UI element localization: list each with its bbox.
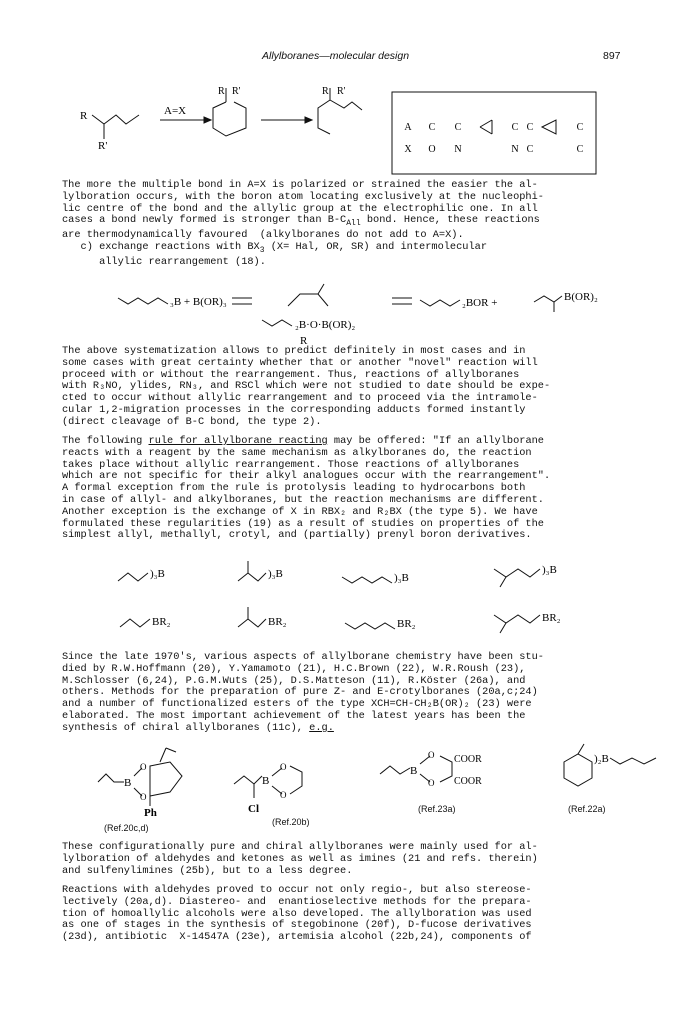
b-atom-3: B (410, 765, 418, 777)
svg-text:C: C (428, 122, 436, 133)
scheme1-r: R (80, 110, 88, 122)
methallyl-br2: BR₂ (268, 616, 287, 628)
svg-text:O: O (140, 762, 147, 772)
b-atom-1: B (124, 777, 132, 789)
svg-text:O: O (428, 750, 435, 760)
ref-20b: (Ref.20b) (272, 817, 310, 827)
ref-20cd: (Ref.20c,d) (104, 823, 149, 833)
svg-text:O: O (428, 144, 436, 155)
page-number: 897 (603, 50, 621, 62)
svg-text:C: C (576, 144, 584, 155)
allyl-br2: BR₂ (152, 616, 171, 628)
svg-text:A: A (404, 122, 412, 133)
scheme2-middle: ₂B·O·B(OR)₂ (295, 319, 356, 331)
ref-23a: (Ref.23a) (418, 804, 456, 814)
methallyl-borane: )₃B (268, 568, 283, 580)
svg-text:C: C (576, 122, 584, 133)
b-atom-2: B (262, 775, 270, 787)
allyl-borane: )₃B (150, 568, 165, 580)
cl-label: Cl (248, 803, 259, 815)
paragraph-2: The above systematization allows to predict definitely in most cases and in some cases with great certainty whether that or another "novel" reaction will proceed with or without the rearrangement. Thus, reactions of allylboranes with R₃NO, ylides, RN₃, and RSCl which were not studied to date should be expe- cted to occur without allylic rearrangement and to proceed via the intramole- cular 1,2-migration processes in the corresponding adducts formed instantly (direct cleavage of B-C bond, the type 2). (62, 345, 551, 428)
svg-text:O: O (280, 762, 287, 772)
eg-underline: e.g. (309, 721, 334, 734)
scheme2-far-right: B(OR)₂ (564, 291, 598, 303)
svg-text:C: C (454, 122, 462, 133)
scheme1-reagent: A=X (164, 105, 187, 117)
paragraph-1: The more the multiple bond in A=X is polarized or strained the easier the al- lylboration occurs, with the boron atom locating exclusively at the nucleophi- lic centre of the bond and the allylic group at the electrophilic one. In all cases a bond newly formed is stronger than $B-C_{All}$ bond. Hence, these reactions are thermodynamically favoured (alkylboranes do not add to A=X). c) exchange reactions with $BX_3$ (X= Hal, OR, SR) and intermolecular allylic rearrangement (18). (62, 179, 544, 268)
svg-text:C: C (511, 122, 519, 133)
svg-text:O: O (280, 790, 287, 800)
svg-text:O: O (140, 792, 147, 802)
scheme2-left: ₃B + B(OR)₃ (170, 296, 227, 308)
paragraph-4: Since the late 1970's, various aspects of allylborane chemistry have been stu- died by R.W.Hoffmann (20), Y.Yamamoto (21), H.C.Brown (22), W.R.Roush (23), M.Schlosser (6,24), P.G.M.Wuts (25), D.S.Matteson (11), R.Köster (26a), and others. Methods for the preparation of pure Z- and E-crotylboranes (20a,c;24) and a number of functionalized esters of the type XCH=CH-CH₂B(OR)₂ (23) were elaborated. The most important achievement of the latest years has been the synthesis of chiral allylboranes (11c), e.g. (62, 651, 544, 734)
coor-bottom: COOR (454, 776, 482, 787)
pinanyl-borane: )₂B (594, 753, 609, 765)
svg-text:C: C (526, 122, 534, 133)
prenyl-borane: )₃B (542, 564, 557, 576)
scheme-allylboration (0, 82, 679, 177)
svg-text:C: C (526, 144, 534, 155)
rule-underline: rule for allylborane reacting (148, 435, 328, 447)
scheme2-r: R (300, 335, 308, 345)
scheme1-ts-r: R (218, 86, 225, 97)
svg-text:N: N (511, 144, 519, 155)
scheme1-ts-rprime: R' (232, 86, 241, 97)
coor-top: COOR (454, 754, 482, 765)
scheme-allyl-derivatives (0, 555, 679, 645)
crotyl-borane: )₃B (394, 572, 409, 584)
scheme1-prod-r: R (322, 86, 329, 97)
ph-label: Ph (144, 807, 157, 819)
scheme2-right: ₂BOR + (462, 297, 498, 309)
running-title: Allylboranes—molecular design (262, 50, 410, 62)
paragraph-6: Reactions with aldehydes proved to occur not only regio-, but also stereose- lectively (20a,d). Diastereo- and enantioselective methods for the prepara- tion of homoallylic alcohols were also developed. The allylboration was used as one of stages in the synthesis of stegobinone (20f), D-fucose derivatives (23d), antibiotic X-14547A (23e), artemisia alcohol (22b,24), components of (62, 884, 532, 944)
prenyl-br2: BR₂ (542, 612, 561, 624)
crotyl-br2: BR₂ (397, 618, 416, 630)
paragraph-3: The following rule for allylborane reacting may be offered: "If an allylborane reacts with a reagent by the same mechanism as alkylboranes do, the reaction takes place without allylic rearrangement. Those reactions of allylboranes which are not specific for their alkyl analogues occur with the rearrangement". A formal exception from the rule is protolysis leading to hydrocarbons both in case of allyl- and alkylboranes, but the reaction mechanisms are different. Another exception is the exchange of X in RBX₂ and R₂BX (the type 5). We have formulated these regularities (19) as a result of studies on properties of the simplest allyl, methallyl, crotyl, and (partially) prenyl boron derivatives. (62, 435, 551, 542)
ref-22a: (Ref.22a) (568, 804, 606, 814)
scheme1-rprime: R' (98, 140, 108, 152)
scheme-exchange (0, 280, 679, 345)
svg-text:X: X (404, 144, 412, 155)
paragraph-5: These configurationally pure and chiral allylboranes were mainly used for al- lylboration of aldehydes and ketones as well as imines (21 and refs. therein) and sulfenylimines (25b), but to a less degree. (62, 841, 538, 877)
svg-text:N: N (454, 144, 462, 155)
svg-text:O: O (428, 778, 435, 788)
scheme1-prod-rprime: R' (337, 86, 346, 97)
